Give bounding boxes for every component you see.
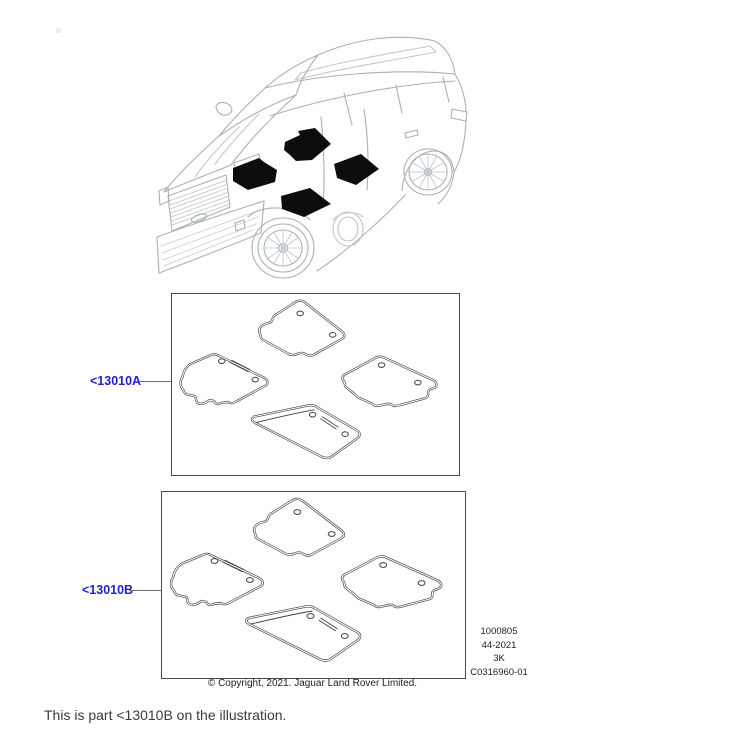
wheel-far-front	[333, 212, 363, 246]
copyright-notice: © Copyright, 2021. Jaguar Land Rover Limited.	[207, 678, 418, 689]
door-handle-rear	[405, 130, 418, 138]
illustration-reference-plate	[467, 625, 531, 679]
floor-mat-set-a	[172, 294, 459, 475]
plate-line-4: C0316960-01	[470, 666, 528, 678]
front-bumper	[157, 201, 264, 273]
floor-mat-set-b	[162, 492, 465, 678]
callout-label-13010b[interactable]: <13010B	[82, 583, 134, 597]
callout-label-13010a[interactable]: <13010A	[90, 374, 142, 388]
part-box-13010b	[161, 491, 466, 679]
footer-note: This is part <13010B on the illustration.	[44, 707, 287, 723]
rear-lamp	[451, 109, 467, 121]
part-box-13010a	[171, 293, 460, 476]
plate-line-3: 3K	[493, 653, 505, 664]
mirror-outline	[216, 102, 232, 115]
wheel-rear	[404, 149, 452, 195]
installed-mat-rear-far	[334, 154, 379, 185]
stray-mark	[56, 28, 61, 33]
plate-line-1: 1000805	[480, 626, 518, 637]
callout-leader-line-b	[129, 590, 161, 591]
callout-leader-line-a	[139, 381, 171, 382]
plate-line-2: 44-2021	[481, 639, 517, 651]
wheel-front	[252, 218, 314, 278]
vehicle-illustration	[147, 24, 475, 292]
installed-mat-driver	[233, 158, 277, 190]
